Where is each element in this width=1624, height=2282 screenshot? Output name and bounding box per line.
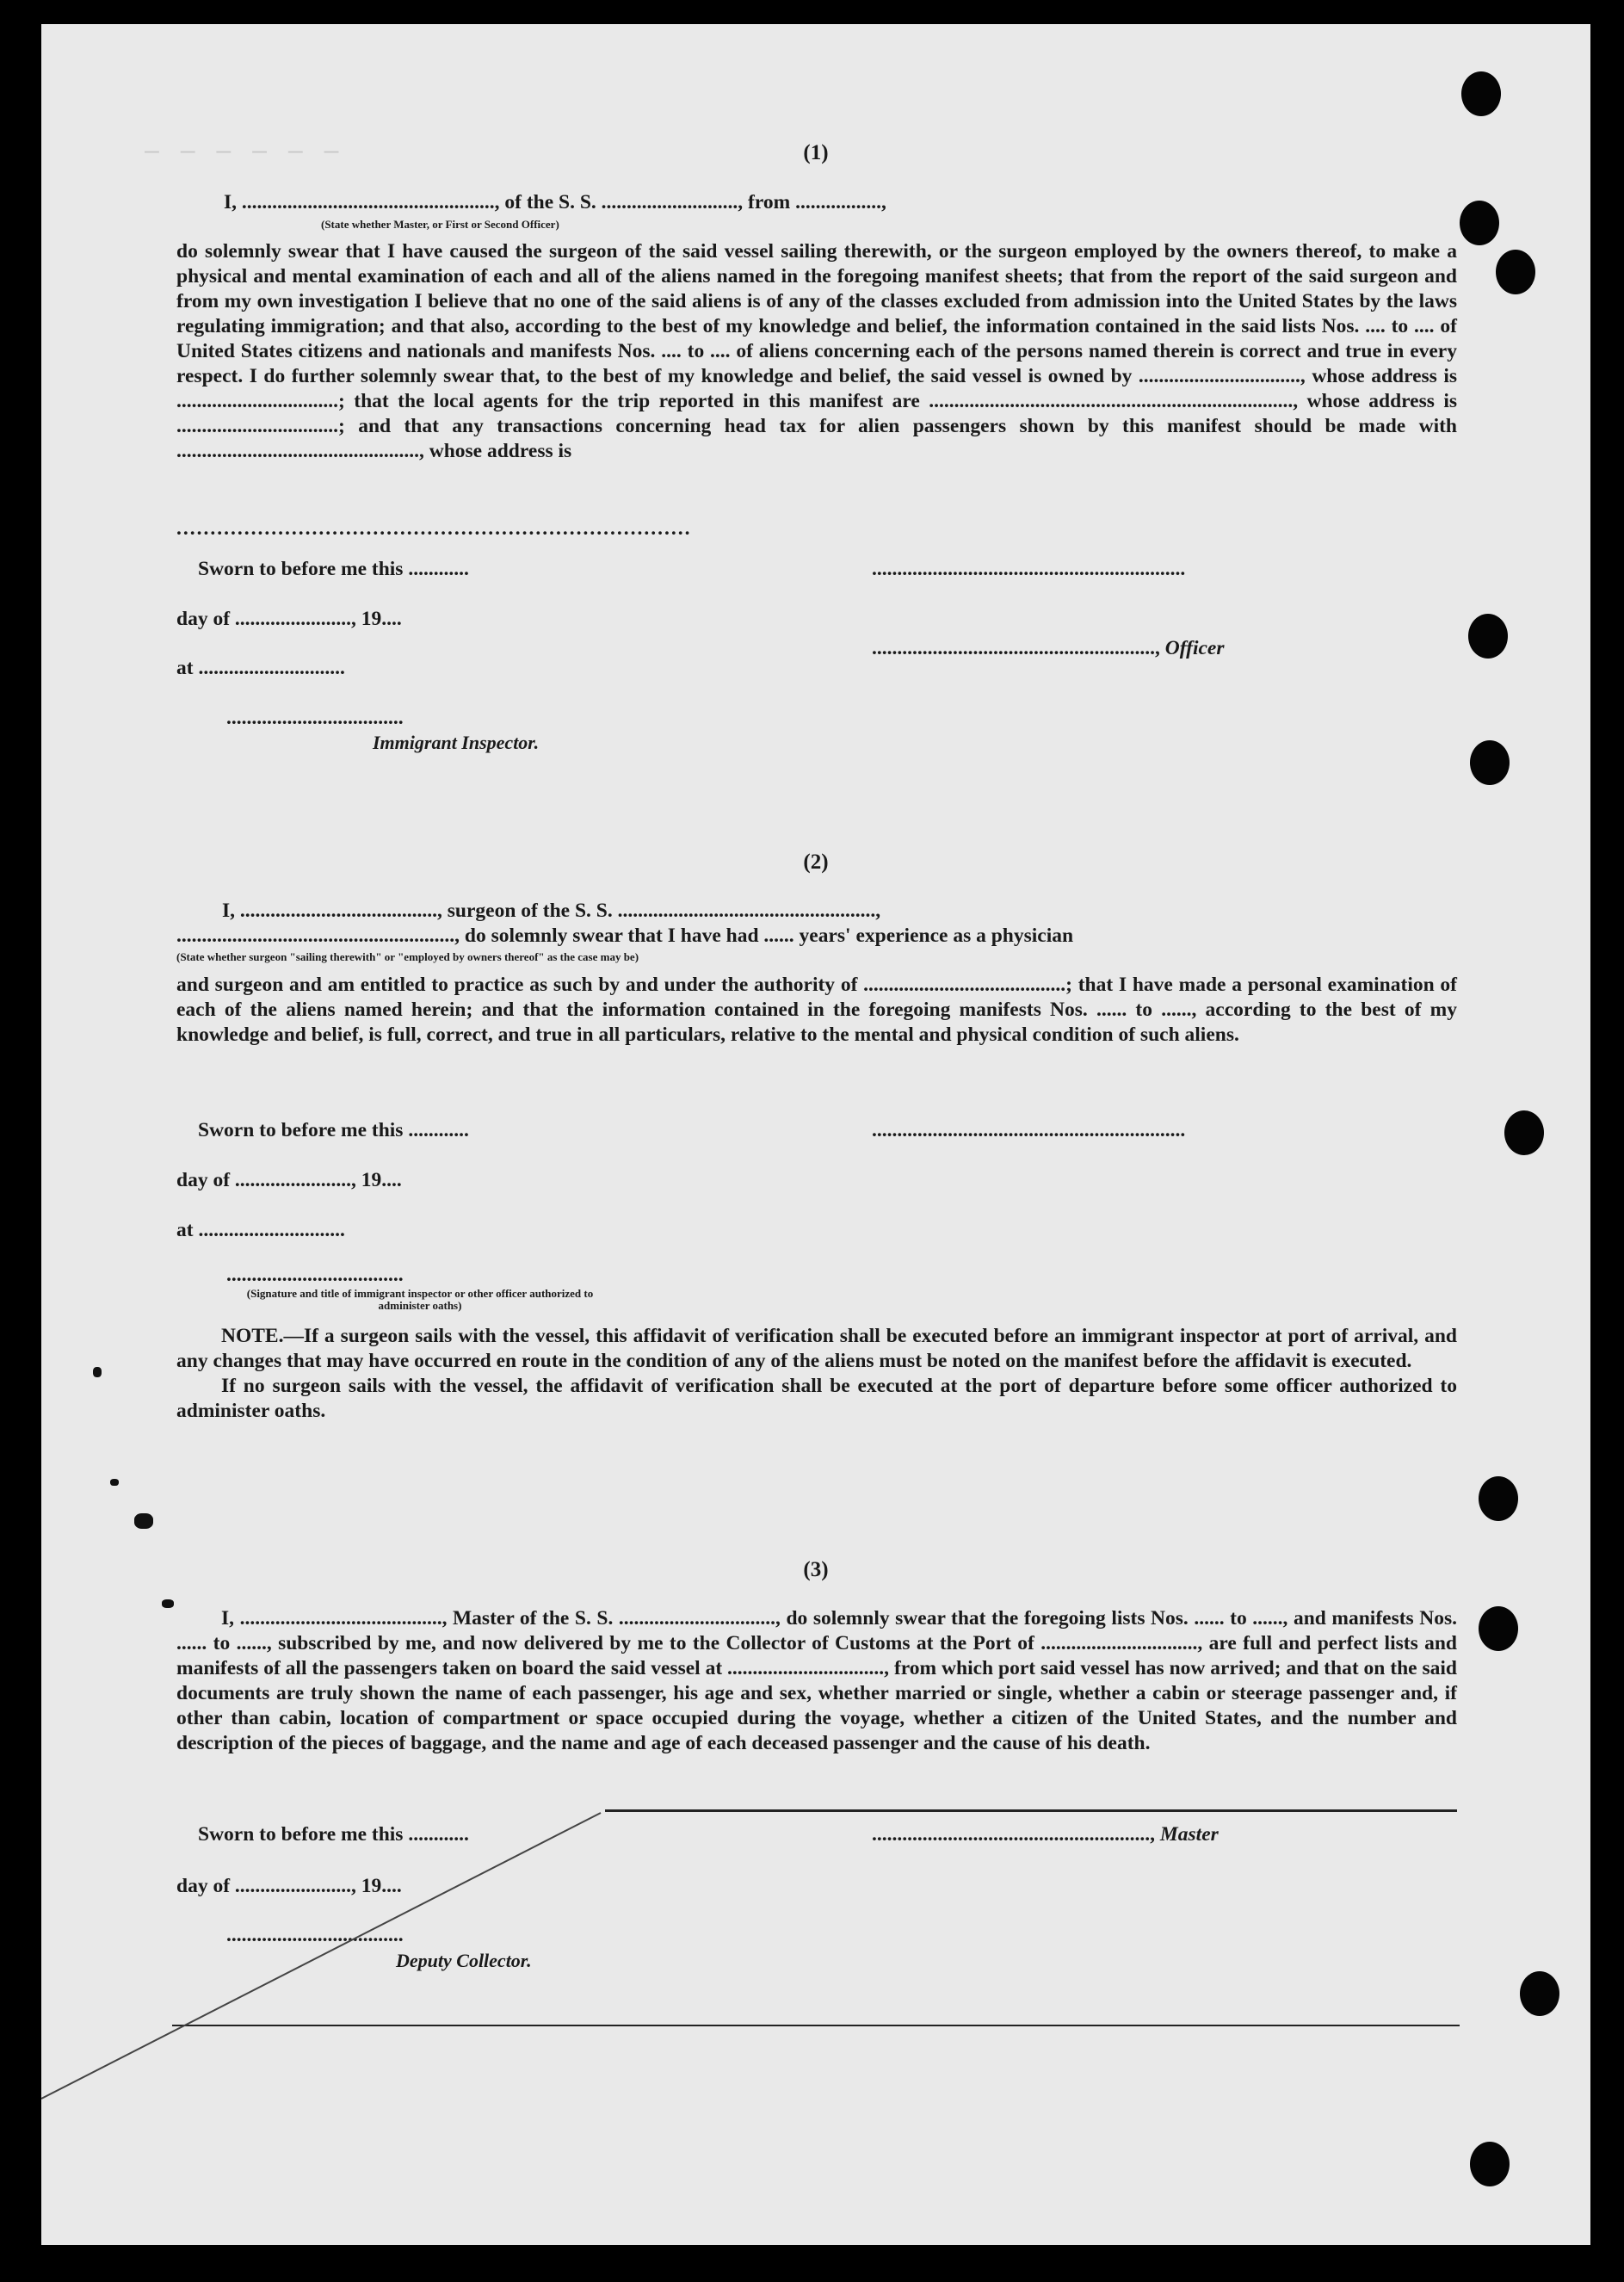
section-3-body: I, ........................................, Master of the S. S. ..............................., do solemnly swear that the foregoing lists Nos. ...... to ......, and manifests Nos. ...... to ......, subscribed by me, and now delivered by me to the Collector of Customs at the Port of ..............................., are full and perfect lists and manifests of all the passengers taken on board the said vessel at ..............................., from which port said vessel has now arrived; and that on the said documents are truly shown the name of each passenger, his age and sex, whether married or single, whether a cabin or steerage passenger and, if other than cabin, location of compartment or space occupied during the voyage, whether a citizen of the United States, and the number and description of the pieces of baggage, and the name and age of each deceased passenger and the cause of his death. <box>176 1607 1457 1754</box>
section-2-note <box>176 1324 1457 1424</box>
officer-label: Officer <box>1164 637 1225 659</box>
section-2-sworn-line: Sworn to before me this ............ <box>198 1119 469 1141</box>
note-paragraph-2: If no surgeon sails with the vessel, the affidavit of verification shall be executed at the port of departure before some officer authorized to administer oaths. <box>176 1375 1457 1422</box>
punch-hole <box>1496 250 1535 294</box>
section-1-body: do solemnly swear that I have caused the surgeon of the said vessel sailing therewith, or the surgeon employed by the owners thereof, to make a physical and mental examination of each and all of the aliens named in the foregoing manifest sheets; that from the report of the said surgeon and from my own investigation I believe that no one of the said aliens is of any of the classes excluded from admission into the United States by the laws regulating immigration; and that also, according to the best of my knowledge and belief, the information contained in the said lists Nos. .... to .... of United States citizens and nationals and manifests Nos. .... to .... of aliens concerning each of the persons named therein is correct and true in every respect. I do further solemnly swear that, to the best of my knowledge and belief, the said vessel is owned by ................................, whose address is ................................; that the local agents for the trip reported in this manifest are ........................................................................, whose address is ................................; and that any transactions concerning head tax for alien passengers shown by this manifest should be made with ................................................, whose address is <box>176 240 1457 462</box>
section-2-signature-caption: (Signature and title of immigrant inspector or other officer authorized to administer oaths) <box>246 1287 594 1312</box>
ink-smudge <box>162 1599 174 1608</box>
section-1-at-line: at ............................. <box>176 657 345 679</box>
section-1-right-signature: .............................................................. <box>872 558 1186 580</box>
ink-smudge <box>93 1367 102 1377</box>
section-2-signature-line: ................................... <box>226 1264 404 1286</box>
punch-hole <box>1520 1971 1559 2016</box>
section-2-at-line: at ............................. <box>176 1219 345 1241</box>
punch-hole <box>1504 1110 1544 1155</box>
master-signature-rule <box>605 1809 1457 1812</box>
note-label: NOTE. <box>221 1325 284 1347</box>
section-3-heading: (3) <box>803 1558 829 1581</box>
immigrant-inspector-label: Immigrant Inspector. <box>373 732 540 753</box>
section-3-day-line: day of ......................., 19.... <box>176 1875 402 1897</box>
bleed-through-text: — — — — — — <box>145 136 343 164</box>
section-2-oath-line: I, ......................................., surgeon of the S. S. ..................................................., <box>222 900 881 922</box>
section-1-day-line: day of ......................., 19.... <box>176 608 402 630</box>
section-1-body-tail: ............................................................................ <box>176 517 692 540</box>
section-1-officer-line: ........................................................, Officer <box>872 637 1225 659</box>
section-2-caption: (State whether surgeon "sailing therewith" or "employed by owners thereof" as the case may be) <box>176 950 639 963</box>
punch-hole <box>1468 614 1508 659</box>
section-1-heading: (1) <box>803 141 829 164</box>
section-2-day-line: day of ......................., 19.... <box>176 1169 402 1191</box>
section-1-oath-line: I, .................................................., of the S. S. ..........................., from ................., <box>224 191 886 213</box>
deputy-collector-label: Deputy Collector. <box>396 1950 532 1971</box>
section-2-heading: (2) <box>803 850 829 874</box>
section-1-sworn-line: Sworn to before me this ............ <box>198 558 469 580</box>
section-2-body: and surgeon and am entitled to practice as such by and under the authority of ........................................; that I have made a personal examination of each of the aliens named herein; and that the information contained in the foregoing manifests Nos. ...... to ......, according to the best of my knowledge and belief, is full, correct, and true in all particulars, relative to the mental and physical condition of such aliens. <box>176 974 1457 1046</box>
note-paragraph-1: —If a surgeon sails with the vessel, this affidavit of verification shall be executed before an immigrant inspector at port of arrival, and any changes that may have occurred en route in the condition of any of the aliens must be noted on the manifest before the affidavit is executed. <box>176 1325 1457 1372</box>
section-3-signature-line: ................................... <box>226 1924 404 1946</box>
punch-hole <box>1461 71 1501 116</box>
section-2-experience-line: ......................................................., do solemnly swear that I have had ...... years' experience as a physician <box>176 925 1074 947</box>
section-3-master-line: ......................................................., Master <box>872 1823 1219 1846</box>
master-label: Master <box>1159 1823 1219 1846</box>
document-sheet <box>41 24 1590 2245</box>
section-3-sworn-line: Sworn to before me this ............ <box>198 1823 469 1846</box>
punch-hole <box>1479 1476 1518 1521</box>
punch-hole <box>1470 2142 1510 2186</box>
diagonal-fold-line <box>41 1806 644 2133</box>
ink-smudge <box>134 1513 153 1529</box>
punch-hole <box>1470 740 1510 785</box>
section-1-signature-line: ................................... <box>226 707 404 729</box>
section-1-caption: (State whether Master, or First or Second Officer) <box>321 218 559 231</box>
punch-hole <box>1479 1606 1518 1651</box>
ink-smudge <box>110 1479 119 1486</box>
section-2-right-signature: .............................................................. <box>872 1119 1186 1141</box>
punch-hole <box>1460 201 1499 245</box>
